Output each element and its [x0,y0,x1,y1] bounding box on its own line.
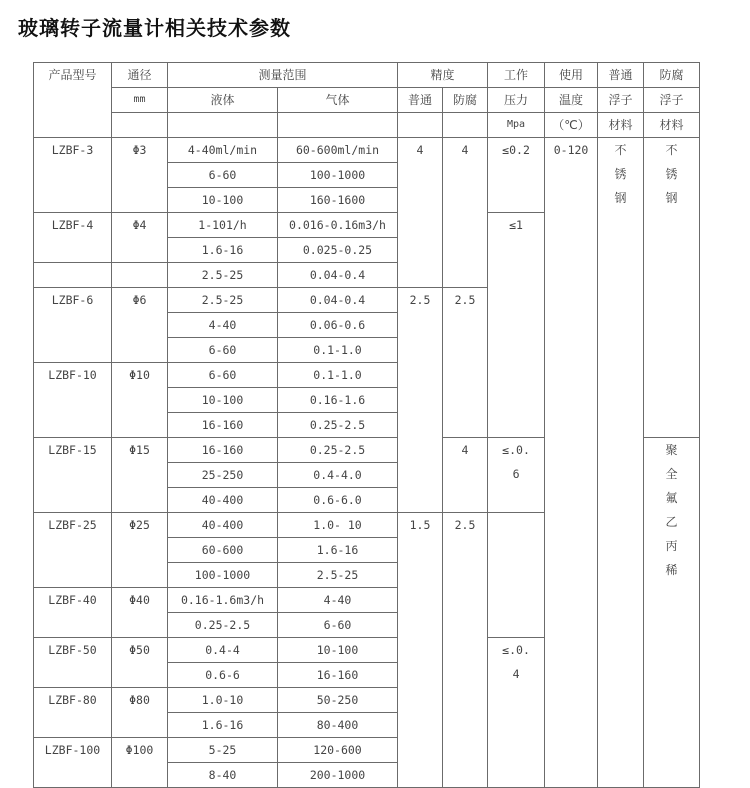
header-float-normal-3: 材料 [598,113,644,138]
float-anticorr-material-bottom: 聚 全 氟 乙 丙 稀 [644,438,700,788]
liquid-cell: 1-101/h [168,213,278,238]
bore-cell: Φ15 [112,438,168,513]
header-accuracy: 精度 [398,63,488,88]
header-pressure-unit: Mpa [488,113,545,138]
liquid-cell: 0.4-4 [168,638,278,663]
bore-cell [112,263,168,288]
header-blank [278,113,398,138]
liquid-cell: 2.5-25 [168,263,278,288]
header-float-normal-2: 浮子 [598,88,644,113]
header-float-anti-1: 防腐 [644,63,700,88]
gas-cell: 0.04-0.4 [278,263,398,288]
model-cell [34,263,112,288]
header-pressure-1: 工作 [488,63,545,88]
page-title: 玻璃转子流量计相关技术参数 [18,16,291,40]
gas-cell: 0.4-4.0 [278,463,398,488]
liquid-cell: 1.0-10 [168,688,278,713]
liquid-cell: 2.5-25 [168,288,278,313]
liquid-cell: 4-40ml/min [168,138,278,163]
accuracy-normal-cell: 4 [398,138,443,288]
liquid-cell: 0.6-6 [168,663,278,688]
model-cell: LZBF-50 [34,638,112,688]
model-cell: LZBF-6 [34,288,112,363]
gas-cell: 200-1000 [278,763,398,788]
gas-cell: 2.5-25 [278,563,398,588]
liquid-cell: 4-40 [168,313,278,338]
liquid-cell: 10-100 [168,188,278,213]
bore-cell: Φ6 [112,288,168,363]
gas-cell: 0.1-1.0 [278,338,398,363]
spec-table [33,62,700,788]
gas-cell: 80-400 [278,713,398,738]
accuracy-normal-cell: 2.5 [398,288,443,513]
header-float-normal-1: 普通 [598,63,644,88]
liquid-cell: 5-25 [168,738,278,763]
model-cell: LZBF-40 [34,588,112,638]
gas-cell: 100-1000 [278,163,398,188]
liquid-cell: 6-60 [168,363,278,388]
gas-cell: 0.25-2.5 [278,413,398,438]
liquid-cell: 16-160 [168,438,278,463]
float-normal-material: 不 锈 钢 [598,138,644,788]
header-range: 测量范围 [168,63,398,88]
model-cell: LZBF-4 [34,213,112,263]
header-temp-1: 使用 [545,63,598,88]
model-cell: LZBF-25 [34,513,112,588]
liquid-cell: 40-400 [168,488,278,513]
header-model: 产品型号 [34,63,112,138]
gas-cell: 0.16-1.6 [278,388,398,413]
gas-cell: 0.25-2.5 [278,438,398,463]
bore-cell: Φ100 [112,738,168,788]
model-cell: LZBF-3 [34,138,112,213]
liquid-cell: 100-1000 [168,563,278,588]
liquid-cell: 0.16-1.6m3/h [168,588,278,613]
header-accuracy-normal: 普通 [398,88,443,113]
model-cell: LZBF-80 [34,688,112,738]
gas-cell: 0.04-0.4 [278,288,398,313]
bore-cell: Φ80 [112,688,168,738]
temperature-cell: 0-120 [545,138,598,788]
gas-cell: 0.06-0.6 [278,313,398,338]
liquid-cell: 6-60 [168,338,278,363]
liquid-cell: 60-600 [168,538,278,563]
header-float-anti-2: 浮子 [644,88,700,113]
gas-cell: 60-600ml/min [278,138,398,163]
bore-cell: Φ4 [112,213,168,263]
gas-cell: 0.025-0.25 [278,238,398,263]
bore-cell: Φ3 [112,138,168,213]
gas-cell: 160-1600 [278,188,398,213]
header-blank [112,113,168,138]
pressure-cell: ≤0.2 [488,138,545,213]
gas-cell: 0.1-1.0 [278,363,398,388]
gas-cell: 50-250 [278,688,398,713]
liquid-cell: 0.25-2.5 [168,613,278,638]
liquid-cell: 25-250 [168,463,278,488]
model-cell: LZBF-15 [34,438,112,513]
gas-cell: 1.0- 10 [278,513,398,538]
header-pressure-2: 压力 [488,88,545,113]
liquid-cell: 16-160 [168,413,278,438]
gas-cell: 120-600 [278,738,398,763]
gas-cell: 1.6-16 [278,538,398,563]
header-blank [398,113,443,138]
header-bore: 通径 [112,63,168,88]
header-liquid: 液体 [168,88,278,113]
header-gas: 气体 [278,88,398,113]
liquid-cell: 10-100 [168,388,278,413]
pressure-cell: ≤1 [488,213,545,438]
liquid-cell: 8-40 [168,763,278,788]
float-anticorr-material-top: 不 锈 钢 [644,138,700,438]
accuracy-anticorr-cell: 2.5 [443,513,488,788]
pressure-cell: ≤.0. 4 [488,638,545,788]
liquid-cell: 1.6-16 [168,713,278,738]
gas-cell: 16-160 [278,663,398,688]
model-cell: LZBF-100 [34,738,112,788]
accuracy-anticorr-cell: 4 [443,138,488,288]
bore-cell: Φ50 [112,638,168,688]
header-bore-unit: mm [112,88,168,113]
model-cell: LZBF-10 [34,363,112,438]
header-float-anti-3: 材料 [644,113,700,138]
header-blank [443,113,488,138]
header-temp-2: 温度 [545,88,598,113]
bore-cell: Φ40 [112,588,168,638]
gas-cell: 4-40 [278,588,398,613]
liquid-cell: 40-400 [168,513,278,538]
gas-cell: 0.016-0.16m3/h [278,213,398,238]
bore-cell: Φ25 [112,513,168,588]
gas-cell: 0.6-6.0 [278,488,398,513]
header-blank [168,113,278,138]
liquid-cell: 1.6-16 [168,238,278,263]
bore-cell: Φ10 [112,363,168,438]
accuracy-anticorr-cell: 2.5 [443,288,488,438]
accuracy-anticorr-cell: 4 [443,438,488,513]
gas-cell: 6-60 [278,613,398,638]
header-accuracy-anticorr: 防腐 [443,88,488,113]
pressure-cell: ≤.0. 6 [488,438,545,513]
liquid-cell: 6-60 [168,163,278,188]
gas-cell: 10-100 [278,638,398,663]
accuracy-normal-cell: 1.5 [398,513,443,788]
pressure-cell [488,513,545,638]
header-temp-unit: （℃） [545,113,598,138]
